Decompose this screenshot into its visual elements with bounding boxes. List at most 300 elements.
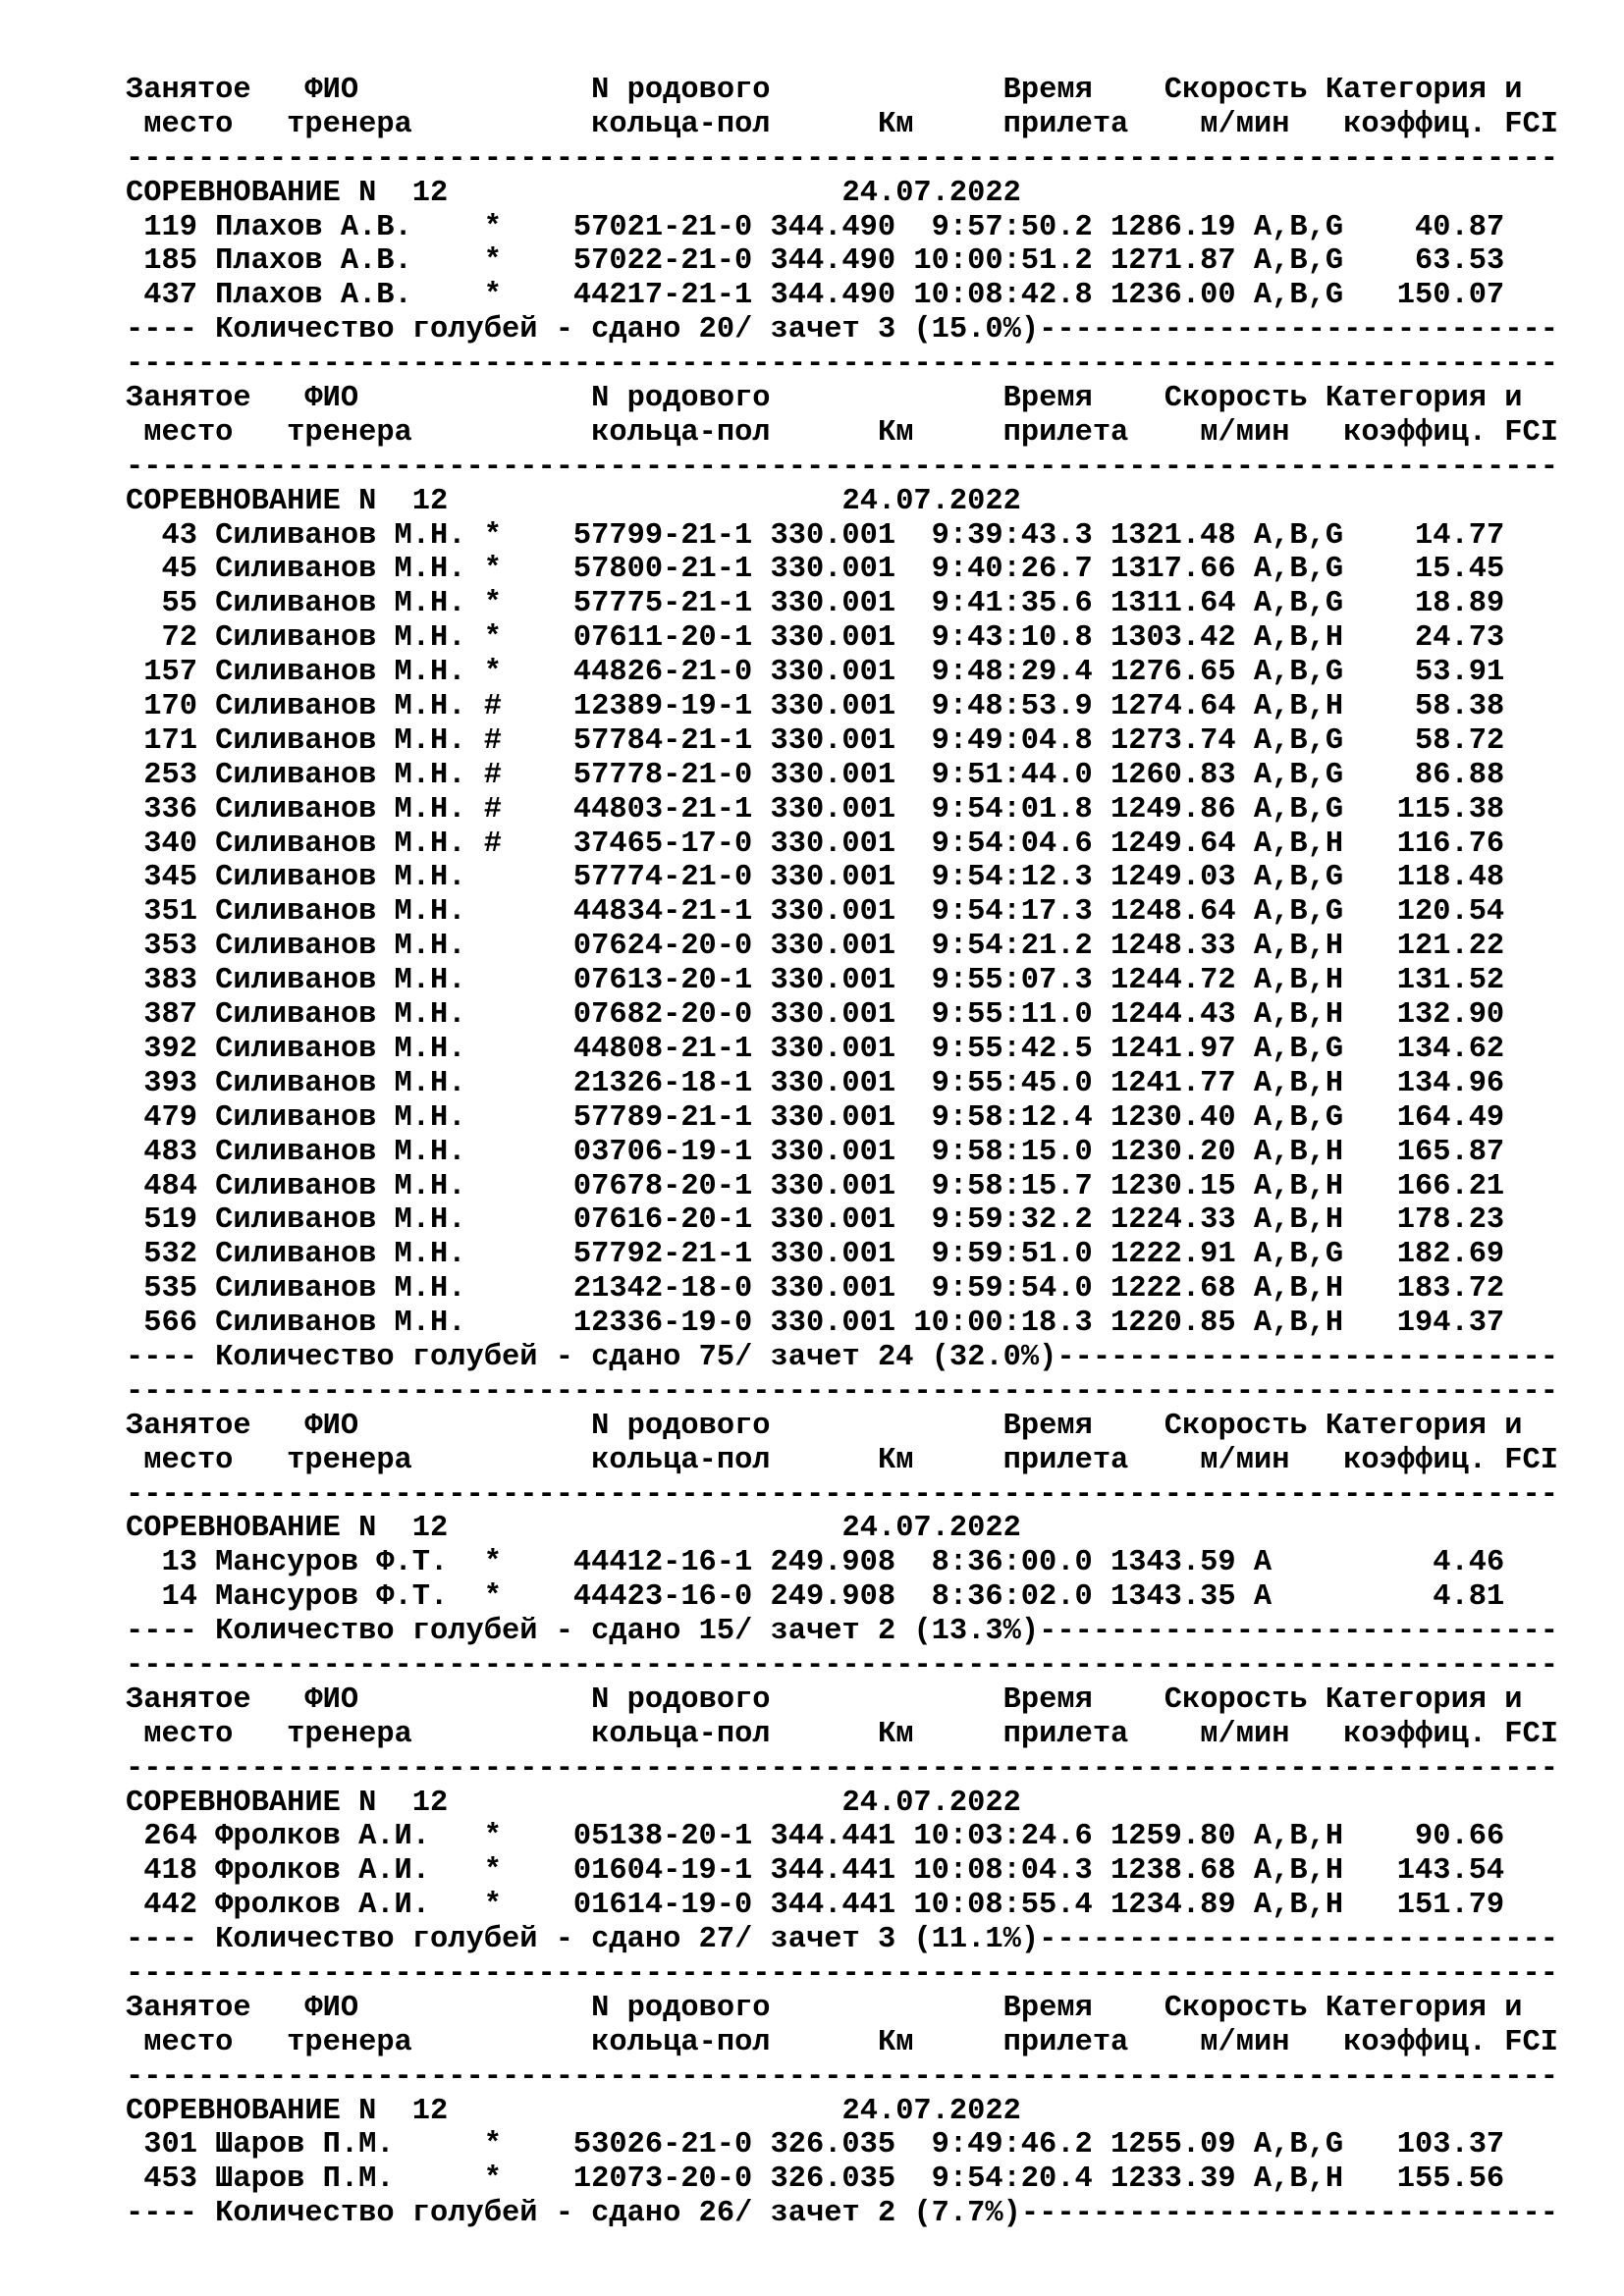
category-cell: A,B,G: [1253, 518, 1344, 553]
arrival-time-cell: 9:54:21.2: [931, 930, 1093, 964]
mark-cell: *: [483, 518, 502, 553]
trainer-name-cell: Силиванов М.Н.: [215, 998, 466, 1033]
fci-coefficient-cell: 103.37: [1396, 2128, 1505, 2163]
fci-coefficient-cell: 164.49: [1396, 1100, 1505, 1135]
arrival-time-cell: 9:40:26.7: [931, 553, 1093, 587]
arrival-time-cell: 9:54:12.3: [931, 861, 1093, 895]
arrival-time-cell: 9:41:35.6: [931, 587, 1093, 621]
fci-coefficient-cell: 182.69: [1396, 1238, 1505, 1272]
ring-number-cell: 07611-20-1: [572, 621, 753, 656]
category-cell: A,B,G: [1253, 279, 1344, 313]
arrival-time-cell: 9:59:54.0: [931, 1272, 1093, 1307]
place-cell: 301: [143, 2128, 197, 2163]
place-cell: 264: [143, 1820, 197, 1854]
table-row: [126, 1272, 1558, 1307]
place-cell: 479: [143, 1100, 197, 1135]
trainer-name-cell: Силиванов М.Н.: [215, 861, 466, 895]
speed-cell: 1248.33: [1110, 930, 1236, 964]
arrival-time-cell: 9:55:45.0: [931, 1066, 1093, 1100]
ring-number-cell: 44803-21-1: [572, 792, 753, 827]
header-line-2: место тренера кольца-пол Км прилета м/мин коэффиц. FCI: [126, 2025, 1558, 2059]
category-cell: A,B,G: [1253, 1238, 1344, 1272]
table-row: [126, 211, 1558, 245]
trainer-name-cell: Силиванов М.Н.: [215, 587, 466, 621]
category-cell: A,B,H: [1253, 1820, 1344, 1854]
distance-km-cell: 330.001: [770, 518, 896, 553]
table-row: [126, 1067, 1558, 1101]
place-cell: 157: [143, 656, 197, 690]
distance-km-cell: 326.035: [770, 2128, 896, 2163]
arrival-time-cell: 9:58:15.0: [931, 1135, 1093, 1169]
table-row: [126, 553, 1558, 587]
distance-km-cell: 330.001: [770, 1169, 896, 1203]
distance-km-cell: 330.001: [770, 861, 896, 895]
mark-cell: *: [483, 244, 502, 279]
category-cell: A,B,H: [1253, 2163, 1344, 2197]
trainer-name-cell: Плахов А.В.: [215, 244, 412, 279]
speed-cell: 1234.89: [1110, 1889, 1236, 1923]
header-line-2: место тренера кольца-пол Км прилета м/мин коэффиц. FCI: [126, 415, 1558, 450]
table-row: [126, 759, 1558, 793]
competition-label: СОРЕВНОВАНИЕ N 12: [126, 1512, 449, 1546]
category-cell: A,B,G: [1253, 210, 1344, 244]
category-cell: A,B,H: [1253, 827, 1344, 861]
arrival-time-cell: 9:58:15.7: [931, 1169, 1093, 1203]
mark-cell: #: [483, 792, 502, 827]
table-row: [126, 964, 1558, 998]
ring-number-cell: 07616-20-1: [572, 1203, 753, 1238]
trainer-name-cell: Шаров П.М.: [215, 2163, 395, 2197]
speed-cell: 1343.35: [1110, 1580, 1236, 1615]
distance-km-cell: 330.001: [770, 1032, 896, 1066]
arrival-time-cell: 9:54:04.6: [931, 827, 1093, 861]
arrival-time-cell: 9:55:11.0: [931, 998, 1093, 1033]
table-row: [126, 1854, 1558, 1889]
fci-coefficient-cell: 165.87: [1396, 1135, 1505, 1169]
table-row: [126, 930, 1558, 964]
trainer-name-cell: Силиванов М.Н.: [215, 964, 466, 998]
ring-number-cell: 57800-21-1: [572, 553, 753, 587]
place-cell: 418: [143, 1854, 197, 1889]
arrival-time-cell: 9:55:42.5: [931, 1032, 1093, 1066]
speed-cell: 1273.74: [1110, 723, 1236, 758]
distance-km-cell: 249.908: [770, 1580, 896, 1615]
place-cell: 170: [143, 690, 197, 724]
fci-coefficient-cell: 121.22: [1396, 930, 1505, 964]
arrival-time-cell: 9:54:17.3: [931, 895, 1093, 930]
table-row: [126, 1820, 1558, 1854]
competition-date: 24.07.2022: [841, 1786, 1021, 1820]
distance-km-cell: 344.490: [770, 244, 896, 279]
place-cell: 72: [161, 621, 197, 656]
summary-line: ---- Количество голубей - сдано 15/ зачет 2 (13.3%)-----------------------------: [126, 1615, 1558, 1649]
place-cell: 340: [143, 827, 197, 861]
summary-line: ---- Количество голубей - сдано 75/ зачет 24 (32.0%)----------------------------: [126, 1340, 1558, 1374]
distance-km-cell: 330.001: [770, 723, 896, 758]
distance-km-cell: 344.441: [770, 1820, 896, 1854]
competition-title: [126, 1512, 1558, 1546]
arrival-time-cell: 8:36:00.0: [931, 1546, 1093, 1580]
ring-number-cell: 44834-21-1: [572, 895, 753, 930]
trainer-name-cell: Силиванов М.Н.: [215, 1203, 466, 1238]
speed-cell: 1230.20: [1110, 1135, 1236, 1169]
fci-coefficient-cell: 18.89: [1415, 587, 1505, 621]
distance-km-cell: 330.001: [770, 930, 896, 964]
trainer-name-cell: Силиванов М.Н.: [215, 895, 466, 930]
place-cell: 351: [143, 895, 197, 930]
arrival-time-cell: 9:39:43.3: [931, 518, 1093, 553]
header-line-1: Занятое ФИО N родового Время Скорость Категория и: [126, 382, 1523, 416]
table-row: [126, 1238, 1558, 1272]
distance-km-cell: 344.441: [770, 1854, 896, 1889]
fci-coefficient-cell: 183.72: [1396, 1272, 1505, 1307]
category-cell: A,B,H: [1253, 1307, 1344, 1341]
category-cell: A,B,G: [1253, 723, 1344, 758]
fci-coefficient-cell: 194.37: [1396, 1307, 1505, 1341]
distance-km-cell: 330.001: [770, 656, 896, 690]
category-cell: A,B,H: [1253, 1169, 1344, 1203]
category-cell: A,B,H: [1253, 930, 1344, 964]
table-row: [126, 279, 1558, 313]
competition-label: СОРЕВНОВАНИЕ N 12: [126, 176, 449, 210]
ring-number-cell: 44808-21-1: [572, 1032, 753, 1066]
ring-number-cell: 44217-21-1: [572, 279, 753, 313]
trainer-name-cell: Силиванов М.Н.: [215, 1272, 466, 1307]
table-row: [126, 621, 1558, 656]
speed-cell: 1238.68: [1110, 1854, 1236, 1889]
ring-number-cell: 57784-21-1: [572, 723, 753, 758]
competition-label: СОРЕВНОВАНИЕ N 12: [126, 2094, 449, 2128]
trainer-name-cell: Фролков А.И.: [215, 1820, 431, 1854]
distance-km-cell: 344.490: [770, 279, 896, 313]
place-cell: 345: [143, 861, 197, 895]
trainer-name-cell: Силиванов М.Н.: [215, 656, 466, 690]
arrival-time-cell: 10:03:24.6: [913, 1820, 1093, 1854]
trainer-name-cell: Силиванов М.Н.: [215, 827, 466, 861]
fci-coefficient-cell: 131.52: [1396, 964, 1505, 998]
header-line-1: Занятое ФИО N родового Время Скорость Категория и: [126, 1682, 1523, 1717]
trainer-name-cell: Мансуров Ф.Т.: [215, 1546, 449, 1580]
mark-cell: *: [483, 1580, 502, 1615]
ring-number-cell: 57021-21-0: [572, 210, 753, 244]
category-cell: A,B,G: [1253, 2128, 1344, 2163]
ring-number-cell: 07613-20-1: [572, 964, 753, 998]
place-cell: 383: [143, 964, 197, 998]
separator-line: --------------------------------------------------------------------------------: [126, 2059, 1558, 2094]
mark-cell: *: [483, 1889, 502, 1923]
table-row: [126, 861, 1558, 895]
distance-km-cell: 330.001: [770, 1307, 896, 1341]
speed-cell: 1222.68: [1110, 1272, 1236, 1307]
mark-cell: *: [483, 1854, 502, 1889]
speed-cell: 1249.64: [1110, 827, 1236, 861]
trainer-name-cell: Силиванов М.Н.: [215, 621, 466, 656]
mark-cell: *: [483, 1546, 502, 1580]
ring-number-cell: 12389-19-1: [572, 690, 753, 724]
speed-cell: 1230.15: [1110, 1169, 1236, 1203]
category-cell: A,B,G: [1253, 587, 1344, 621]
fci-coefficient-cell: 151.79: [1396, 1889, 1505, 1923]
speed-cell: 1230.40: [1110, 1100, 1236, 1135]
speed-cell: 1236.00: [1110, 279, 1236, 313]
distance-km-cell: 330.001: [770, 998, 896, 1033]
arrival-time-cell: 9:59:51.0: [931, 1238, 1093, 1272]
category-cell: A: [1253, 1580, 1272, 1615]
fci-coefficient-cell: 40.87: [1415, 210, 1505, 244]
table-row: [126, 1307, 1558, 1341]
trainer-name-cell: Силиванов М.Н.: [215, 792, 466, 827]
category-cell: A,B,G: [1253, 1032, 1344, 1066]
separator-line: --------------------------------------------------------------------------------: [126, 1477, 1558, 1512]
speed-cell: 1274.64: [1110, 690, 1236, 724]
distance-km-cell: 330.001: [770, 792, 896, 827]
separator-line: --------------------------------------------------------------------------------: [126, 1956, 1558, 1991]
table-row: [126, 793, 1558, 828]
fci-coefficient-cell: 14.77: [1415, 518, 1505, 553]
race-results-document: [126, 74, 1558, 2231]
table-row: [126, 519, 1558, 554]
place-cell: 45: [161, 553, 197, 587]
category-cell: A,B,G: [1253, 895, 1344, 930]
trainer-name-cell: Силиванов М.Н.: [215, 1135, 466, 1169]
trainer-name-cell: Силиванов М.Н.: [215, 690, 466, 724]
ring-number-cell: 53026-21-0: [572, 2128, 753, 2163]
category-cell: A,B,H: [1253, 1066, 1344, 1100]
place-cell: 532: [143, 1238, 197, 1272]
competition-title: [126, 1787, 1558, 1821]
arrival-time-cell: 9:54:01.8: [931, 792, 1093, 827]
competition-date: 24.07.2022: [841, 176, 1021, 210]
category-cell: A,B,H: [1253, 621, 1344, 656]
speed-cell: 1321.48: [1110, 518, 1236, 553]
fci-coefficient-cell: 53.91: [1415, 656, 1505, 690]
place-cell: 453: [143, 2163, 197, 2197]
trainer-name-cell: Плахов А.В.: [215, 279, 412, 313]
separator-line: --------------------------------------------------------------------------------: [126, 1648, 1558, 1682]
distance-km-cell: 326.035: [770, 2163, 896, 2197]
fci-coefficient-cell: 116.76: [1396, 827, 1505, 861]
mark-cell: *: [483, 1820, 502, 1854]
speed-cell: 1233.39: [1110, 2163, 1236, 2197]
header-line-1: Занятое ФИО N родового Время Скорость Категория и: [126, 1991, 1523, 2025]
category-cell: A,B,G: [1253, 244, 1344, 279]
competition-title: [126, 485, 1558, 519]
arrival-time-cell: 9:59:32.2: [931, 1203, 1093, 1238]
competition-label: СОРЕВНОВАНИЕ N 12: [126, 484, 449, 518]
ring-number-cell: 05138-20-1: [572, 1820, 753, 1854]
fci-coefficient-cell: 86.88: [1415, 758, 1505, 792]
speed-cell: 1249.86: [1110, 792, 1236, 827]
ring-number-cell: 44412-16-1: [572, 1546, 753, 1580]
category-cell: A: [1253, 1546, 1272, 1580]
table-row: [126, 828, 1558, 862]
result-section: [126, 1683, 1558, 1992]
separator-line: --------------------------------------------------------------------------------: [126, 1374, 1558, 1409]
speed-cell: 1276.65: [1110, 656, 1236, 690]
trainer-name-cell: Силиванов М.Н.: [215, 930, 466, 964]
distance-km-cell: 330.001: [770, 827, 896, 861]
arrival-time-cell: 9:48:29.4: [931, 656, 1093, 690]
ring-number-cell: 07624-20-0: [572, 930, 753, 964]
place-cell: 185: [143, 244, 197, 279]
competition-date: 24.07.2022: [841, 1512, 1021, 1546]
competition-date: 24.07.2022: [841, 2094, 1021, 2128]
ring-number-cell: 44423-16-0: [572, 1580, 753, 1615]
speed-cell: 1222.91: [1110, 1238, 1236, 1272]
arrival-time-cell: 10:08:04.3: [913, 1854, 1093, 1889]
mark-cell: #: [483, 723, 502, 758]
speed-cell: 1260.83: [1110, 758, 1236, 792]
place-cell: 484: [143, 1169, 197, 1203]
distance-km-cell: 330.001: [770, 690, 896, 724]
fci-coefficient-cell: 134.96: [1396, 1066, 1505, 1100]
category-cell: A,B,G: [1253, 656, 1344, 690]
place-cell: 483: [143, 1135, 197, 1169]
ring-number-cell: 21342-18-0: [572, 1272, 753, 1307]
mark-cell: *: [483, 2128, 502, 2163]
arrival-time-cell: 9:54:20.4: [931, 2163, 1093, 2197]
trainer-name-cell: Плахов А.В.: [215, 210, 412, 244]
table-row: [126, 998, 1558, 1033]
arrival-time-cell: 8:36:02.0: [931, 1580, 1093, 1615]
ring-number-cell: 57789-21-1: [572, 1100, 753, 1135]
header-line-2: место тренера кольца-пол Км прилета м/мин коэффиц. FCI: [126, 1717, 1558, 1751]
result-section: [126, 74, 1558, 382]
table-row: [126, 244, 1558, 279]
distance-km-cell: 330.001: [770, 1238, 896, 1272]
arrival-time-cell: 9:43:10.8: [931, 621, 1093, 656]
place-cell: 535: [143, 1272, 197, 1307]
ring-number-cell: 57775-21-1: [572, 587, 753, 621]
result-section: [126, 1410, 1558, 1683]
speed-cell: 1244.72: [1110, 964, 1236, 998]
speed-cell: 1220.85: [1110, 1307, 1236, 1341]
mark-cell: *: [483, 279, 502, 313]
distance-km-cell: 330.001: [770, 553, 896, 587]
category-cell: A,B,H: [1253, 1272, 1344, 1307]
place-cell: 442: [143, 1889, 197, 1923]
arrival-time-cell: 9:49:46.2: [931, 2128, 1093, 2163]
ring-number-cell: 01604-19-1: [572, 1854, 753, 1889]
mark-cell: #: [483, 690, 502, 724]
category-cell: A,B,H: [1253, 690, 1344, 724]
distance-km-cell: 330.001: [770, 621, 896, 656]
fci-coefficient-cell: 90.66: [1415, 1820, 1505, 1854]
arrival-time-cell: 9:48:53.9: [931, 690, 1093, 724]
competition-title: [126, 2095, 1558, 2129]
table-row: [126, 587, 1558, 621]
trainer-name-cell: Силиванов М.Н.: [215, 1066, 466, 1100]
summary-line: ---- Количество голубей - сдано 26/ зачет 2 (7.7%)------------------------------: [126, 2197, 1558, 2231]
table-row: [126, 1889, 1558, 1923]
trainer-name-cell: Силиванов М.Н.: [215, 1238, 466, 1272]
fci-coefficient-cell: 132.90: [1396, 998, 1505, 1033]
speed-cell: 1311.64: [1110, 587, 1236, 621]
mark-cell: *: [483, 553, 502, 587]
table-row: [126, 1033, 1558, 1067]
ring-number-cell: 03706-19-1: [572, 1135, 753, 1169]
trainer-name-cell: Силиванов М.Н.: [215, 723, 466, 758]
arrival-time-cell: 9:49:04.8: [931, 723, 1093, 758]
mark-cell: *: [483, 621, 502, 656]
ring-number-cell: 07678-20-1: [572, 1169, 753, 1203]
speed-cell: 1271.87: [1110, 244, 1236, 279]
speed-cell: 1248.64: [1110, 895, 1236, 930]
table-row: [126, 1546, 1558, 1580]
category-cell: A,B,G: [1253, 553, 1344, 587]
distance-km-cell: 330.001: [770, 895, 896, 930]
header-line-1: Занятое ФИО N родового Время Скорость Категория и: [126, 74, 1523, 107]
speed-cell: 1343.59: [1110, 1546, 1236, 1580]
ring-number-cell: 57022-21-0: [572, 244, 753, 279]
fci-coefficient-cell: 4.81: [1433, 1580, 1505, 1615]
table-row: [126, 1580, 1558, 1615]
table-row: [126, 1101, 1558, 1136]
trainer-name-cell: Силиванов М.Н.: [215, 1169, 466, 1203]
category-cell: A,B,H: [1253, 1854, 1344, 1889]
summary-line: ---- Количество голубей - сдано 27/ зачет 3 (11.1%)-----------------------------: [126, 1923, 1558, 1957]
speed-cell: 1241.77: [1110, 1066, 1236, 1100]
speed-cell: 1286.19: [1110, 210, 1236, 244]
distance-km-cell: 330.001: [770, 1203, 896, 1238]
place-cell: 437: [143, 279, 197, 313]
fci-coefficient-cell: 166.21: [1396, 1169, 1505, 1203]
place-cell: 519: [143, 1203, 197, 1238]
place-cell: 353: [143, 930, 197, 964]
fci-coefficient-cell: 134.62: [1396, 1032, 1505, 1066]
arrival-time-cell: 9:57:50.2: [931, 210, 1093, 244]
fci-coefficient-cell: 63.53: [1415, 244, 1505, 279]
fci-coefficient-cell: 24.73: [1415, 621, 1505, 656]
distance-km-cell: 249.908: [770, 1546, 896, 1580]
speed-cell: 1244.43: [1110, 998, 1236, 1033]
category-cell: A,B,H: [1253, 1889, 1344, 1923]
speed-cell: 1255.09: [1110, 2128, 1236, 2163]
place-cell: 336: [143, 792, 197, 827]
category-cell: A,B,G: [1253, 1100, 1344, 1135]
category-cell: A,B,G: [1253, 792, 1344, 827]
summary-line: ---- Количество голубей - сдано 20/ зачет 3 (15.0%)-----------------------------: [126, 313, 1558, 347]
distance-km-cell: 330.001: [770, 758, 896, 792]
category-cell: A,B,H: [1253, 998, 1344, 1033]
separator-line: --------------------------------------------------------------------------------: [126, 450, 1558, 484]
fci-coefficient-cell: 155.56: [1396, 2163, 1505, 2197]
fci-coefficient-cell: 58.38: [1415, 690, 1505, 724]
place-cell: 43: [161, 518, 197, 553]
category-cell: A,B,H: [1253, 1135, 1344, 1169]
ring-number-cell: 57792-21-1: [572, 1238, 753, 1272]
trainer-name-cell: Мансуров Ф.Т.: [215, 1580, 449, 1615]
arrival-time-cell: 9:58:12.4: [931, 1100, 1093, 1135]
fci-coefficient-cell: 118.48: [1396, 861, 1505, 895]
ring-number-cell: 01614-19-0: [572, 1889, 753, 1923]
category-cell: A,B,H: [1253, 1203, 1344, 1238]
header-line-2: место тренера кольца-пол Км прилета м/мин коэффиц. FCI: [126, 107, 1558, 141]
trainer-name-cell: Силиванов М.Н.: [215, 758, 466, 792]
fci-coefficient-cell: 178.23: [1396, 1203, 1505, 1238]
distance-km-cell: 344.490: [770, 210, 896, 244]
place-cell: 55: [161, 587, 197, 621]
mark-cell: *: [483, 210, 502, 244]
place-cell: 253: [143, 758, 197, 792]
mark-cell: #: [483, 758, 502, 792]
separator-line: --------------------------------------------------------------------------------: [126, 141, 1558, 176]
mark-cell: *: [483, 587, 502, 621]
ring-number-cell: 57778-21-0: [572, 758, 753, 792]
speed-cell: 1249.03: [1110, 861, 1236, 895]
distance-km-cell: 344.441: [770, 1889, 896, 1923]
mark-cell: *: [483, 2163, 502, 2197]
